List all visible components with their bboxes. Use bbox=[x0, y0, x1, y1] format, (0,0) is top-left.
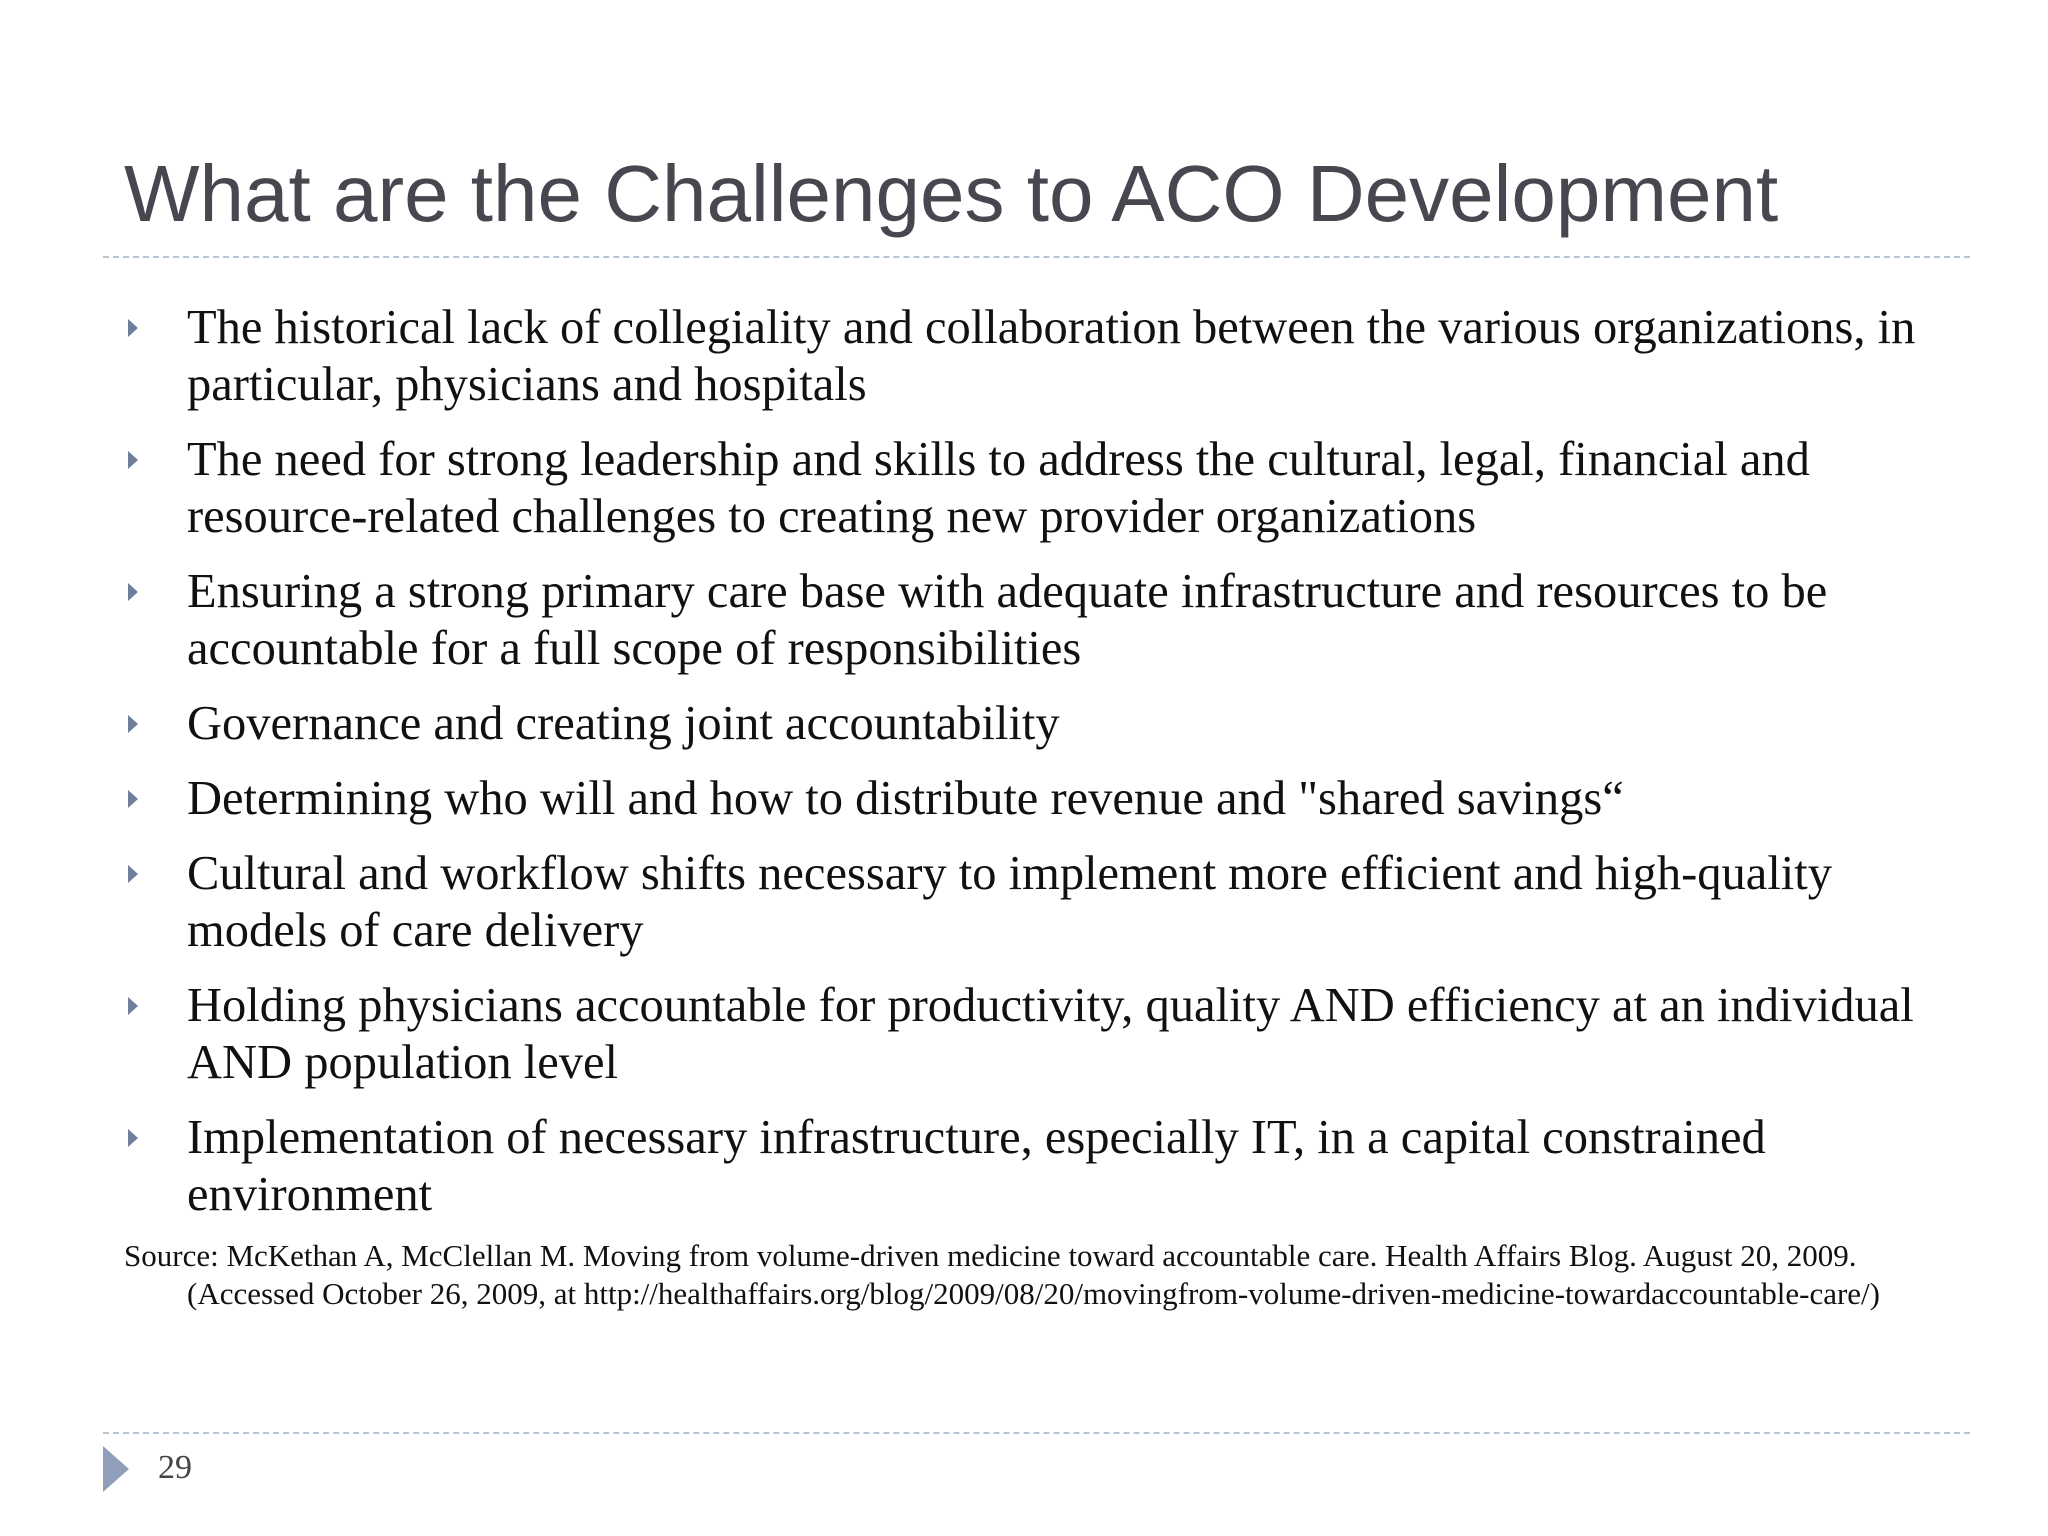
bullet-triangle-icon bbox=[128, 319, 138, 337]
bullet-text: The need for strong leadership and skills to address the cultural, legal, financial and resource-related challenges to creating new provider organizations bbox=[187, 433, 1810, 543]
bullet-triangle-icon bbox=[128, 451, 138, 469]
bullet-item bbox=[124, 563, 1954, 677]
slide-title: What are the Challenges to ACO Development bbox=[124, 149, 1779, 238]
bullet-item bbox=[124, 845, 1954, 959]
footer-triangle-icon bbox=[103, 1446, 129, 1492]
bullet-text: Ensuring a strong primary care base with adequate infrastructure and resources to be accountable for a full scope of responsibilities bbox=[187, 565, 1828, 675]
bullet-item bbox=[124, 770, 1954, 827]
bullet-text: The historical lack of collegiality and collaboration between the various organizations, in particular, physicians and hospitals bbox=[187, 301, 1916, 411]
bullet-item bbox=[124, 299, 1954, 413]
bullet-text: Governance and creating joint accountability bbox=[187, 697, 1060, 750]
bullet-triangle-icon bbox=[128, 715, 138, 733]
footer-divider bbox=[103, 1432, 1970, 1434]
bullet-text: Implementation of necessary infrastructure, especially IT, in a capital constrained environment bbox=[187, 1111, 1766, 1221]
bullet-list bbox=[124, 299, 1954, 1241]
bullet-text: Cultural and workflow shifts necessary to implement more efficient and high-quality models of care delivery bbox=[187, 847, 1832, 957]
bullet-text: Holding physicians accountable for productivity, quality AND efficiency at an individual AND population level bbox=[187, 979, 1914, 1089]
bullet-item bbox=[124, 1109, 1954, 1223]
bullet-triangle-icon bbox=[128, 1129, 138, 1147]
bullet-item bbox=[124, 431, 1954, 545]
bullet-triangle-icon bbox=[128, 997, 138, 1015]
page-number: 29 bbox=[158, 1449, 192, 1486]
bullet-triangle-icon bbox=[128, 790, 138, 808]
bullet-item bbox=[124, 977, 1954, 1091]
bullet-triangle-icon bbox=[128, 583, 138, 601]
bullet-text: Determining who will and how to distribute revenue and "shared savings“ bbox=[187, 772, 1624, 825]
bullet-item bbox=[124, 695, 1954, 752]
bullet-triangle-icon bbox=[128, 865, 138, 883]
source-citation: Source: McKethan A, McClellan M. Moving from volume-driven medicine toward accountable care. Health Affairs Blog. August 20, 2009. (Accessed October 26, 2009, at http://healthaffairs.org/blog/2009/08/20/movingfrom-volume-driven-medicine-towardaccountable-care/) bbox=[124, 1238, 1880, 1311]
title-divider bbox=[103, 256, 1970, 258]
